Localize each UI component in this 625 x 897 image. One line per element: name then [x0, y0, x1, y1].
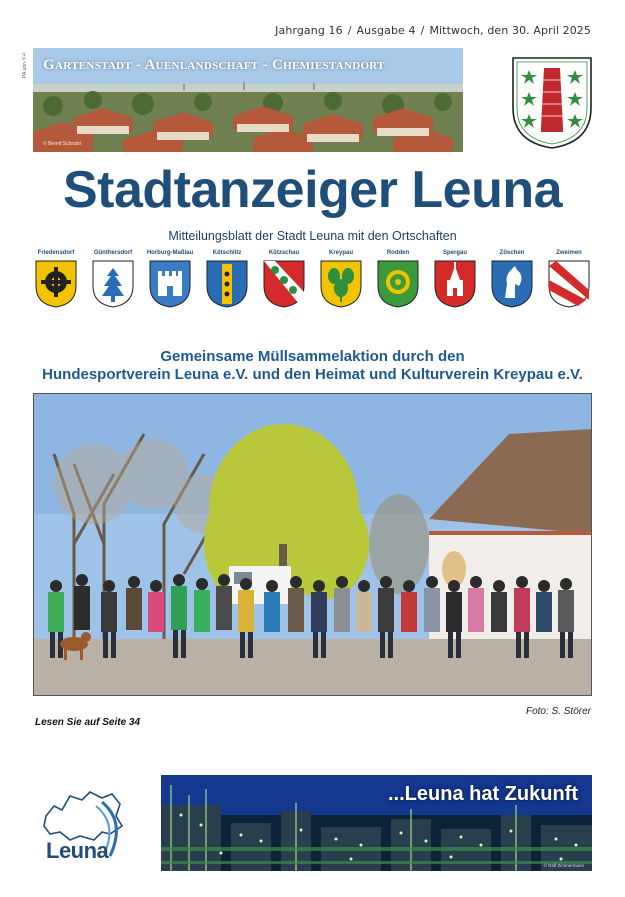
- zweimen-crest-icon: [548, 260, 590, 308]
- district-name: Zöschen: [499, 250, 525, 256]
- district-name: Kötzschau: [268, 250, 300, 256]
- district-name: Horburg-Maßlau: [146, 250, 194, 256]
- district-name: Friedensdorf: [37, 250, 75, 256]
- district-name: Spergau: [442, 250, 467, 256]
- issue-date: Mittwoch, den 30. April 2025: [429, 24, 591, 37]
- article-headline: [0, 348, 625, 384]
- koetschlitz-crest-icon: [206, 260, 248, 308]
- district-name: Günthersdorf: [93, 250, 133, 256]
- banner-title: Gartenstadt - Auenlandschaft - Chemiestandort: [43, 57, 385, 73]
- district-spergau: [427, 250, 483, 308]
- group-photo: [33, 393, 592, 696]
- koetzschau-crest-icon: [263, 260, 305, 308]
- banner-photo-credit: © Bernd Schnabl: [43, 141, 81, 147]
- banner-photo: [33, 48, 463, 152]
- issue-volume: Jahrgang 16: [275, 24, 343, 37]
- district-name: Zweimen: [556, 250, 582, 256]
- read-more-link[interactable]: Lesen Sie auf Seite 34: [35, 717, 141, 728]
- slogan: ...Leuna hat Zukunft: [388, 783, 578, 805]
- leuna-logo-text: Leuna: [46, 838, 109, 863]
- photo-credit: Foto: S. Störer: [525, 706, 591, 717]
- district-koetschlitz: [199, 250, 255, 308]
- spergau-crest-icon: [434, 260, 476, 308]
- group-photo-image: [34, 394, 592, 696]
- district-horburg-masslau: [142, 250, 198, 308]
- leuna-coat-of-arms-icon: [511, 56, 593, 150]
- zoeschen-crest-icon: [491, 260, 533, 308]
- horburg-masslau-crest-icon: [149, 260, 191, 308]
- night-photo-credit: © Ralf Zimmermann: [543, 863, 584, 868]
- district-koetzschau: [256, 250, 312, 308]
- issue-number: Ausgabe 4: [356, 24, 416, 37]
- headline-line-2: Hundesportverein Leuna e.V. und den Heimat und Kulturverein Kreypau e.V.: [42, 366, 583, 383]
- district-zoeschen: [484, 250, 540, 308]
- headline-line-1: Gemeinsame Müllsammelaktion durch den: [160, 348, 465, 365]
- district-kreypau: [313, 250, 369, 308]
- masthead-title: Stadtanzeiger Leuna: [62, 161, 563, 219]
- district-zweimen: [541, 250, 597, 308]
- district-name: Kreypau: [328, 250, 353, 256]
- guenthersdorf-crest-icon: [92, 260, 134, 308]
- district-name: Kötschlitz: [212, 250, 242, 256]
- refinery-night-photo: [161, 775, 592, 871]
- kreypau-crest-icon: [320, 260, 362, 308]
- friedensdorf-crest-icon: [35, 260, 77, 308]
- masthead-subtitle: Mitteilungsblatt der Stadt Leuna mit den Ortschaften: [168, 229, 457, 243]
- rodden-crest-icon: [377, 260, 419, 308]
- district-name: Rodden: [386, 250, 410, 256]
- side-code: PA.ahn-Y+I: [22, 52, 28, 78]
- district-crests: [28, 250, 598, 310]
- district-rodden: [370, 250, 426, 308]
- issue-line: Jahrgang 16 / Ausgabe 4 / Mittwoch, den 30. April 2025: [275, 24, 591, 37]
- district-friedensdorf: [28, 250, 84, 308]
- district-guenthersdorf: [85, 250, 141, 308]
